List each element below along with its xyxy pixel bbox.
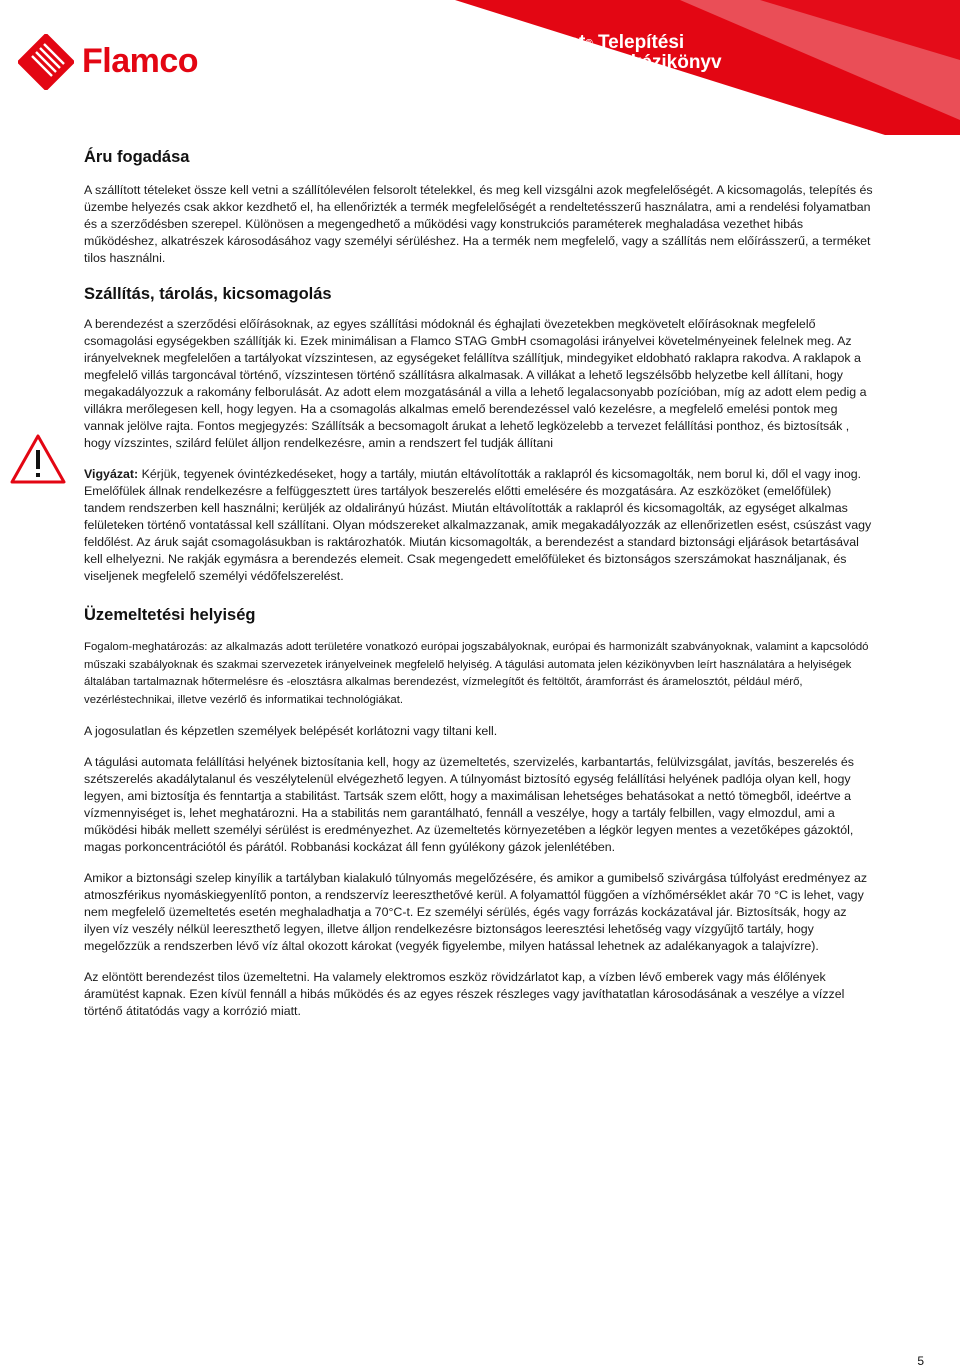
- heading-transport: Szállítás, tárolás, kicsomagolás: [84, 285, 332, 303]
- page-number: 5: [917, 1354, 924, 1368]
- warning-label: Vigyázat:: [84, 467, 139, 481]
- warning-triangle-icon: [10, 434, 66, 484]
- title-product: Flamcomat: [485, 32, 586, 53]
- warning-paragraph: [84, 466, 874, 585]
- paragraph-flooding: Az elöntött berendezést tilos üzemeltetni. Ha valamely elektromos eszköz rövidzárlatot kap, a vízben lévő emberek vagy más élőlények áramütést kapnak. Ezen kívül fennáll a hibás működés és az egyes részek részleges vagy javíthatatlan károsodásának a veszélye a vízzel történő átitatódás vagy a korrózió miatt.: [84, 970, 845, 1018]
- warning-text: Kérjük, tegyenek óvintézkedéseket, hogy a tartály, miután eltávolították a raklapról és kicsomagolták, nem borul ki, dől el vagy inog. Emelőfülek állnak rendelkezésre a felfüggesztett üres tartályok beszerelés előtti emelésére és mozgatására. Az eszközöket (emelőfülek) tandem rendszerben kell használni; kerüljék az oldalirányú húzást. Miután eltávolították a raklapról és kicsomagolták, az egységet alkalmas felületeken történő vontatással kell szállítani. Olyan módszereket alkalmazzanak, amik megakadályozzák az ellenőrizetlen esést, csúszást vagy feldőlést. Az áruk saját csomagolásukban is raktározhatók. Miután kicsomagolták, a berendezést a standard biztonsági eljárások betartásával kell elhelyezni. Ne rakják egymásra a berendezés elemeit. Csak megengedett emelőfüleket és biztonságos szerszámokat használjanak, és viseljenek megfelelő személyi védőfelszerelést.: [84, 467, 872, 583]
- paragraph-definition: Fogalom-meghatározás: az alkalmazás adott területére vonatkozó európai jogszabályoknak, európai és harmonizált szabványoknak, valamint a kapcsolódó műszaki szabályoknak és szakmai szervezetek irányelveinek megfelelő helyiség. A tágulási automata jelen kézikönyvben leírt használatára a helyiségek általában tartalmaznak hőtermelésre és -elosztásra alkalmas berendezést, vízmelegítőt és feltöltőt, áramforrást és áramelosztót, például mérő, vezérléstechnikai, illetve vezérlő és informatikai technológiákat.: [84, 641, 869, 706]
- page-header: [0, 0, 960, 135]
- page-content: [84, 148, 874, 1020]
- paragraph-receipt: A szállított tételeket össze kell vetni a szállítólevélen felsorolt tételekkel, és meg kell vizsgálni azok megfelelőségét. A kicsomagolás, telepítés és üzembe helyezés csak akkor kezdhető el, ha ellenőrizték a termék megfelelőségét a rendeltetésszerű használatra, ami a rendelési folyamatban és a szerződésben szerepel. Különösen a megengedhető a működési vagy konstrukciós paraméterek meghaladása vezethet hibás működéshez, alkatrészek károsodásához vagy személyi sérüléshez. Ha a termék nem megfelelő, vagy a szállítás nem előírásszerű, a terméket tilos használni.: [84, 183, 873, 265]
- paragraph-access: A jogosulatlan és képzetlen személyek belépését korlátozni vagy tiltani kell.: [84, 724, 498, 738]
- paragraph-safety-valve: Amikor a biztonsági szelep kinyílik a tartályban kialakuló túlnyomás megelőzésére, és amikor a gumibelső szivárgása túlfolyást eredményez az atmoszférikus nyomáskiegyenlítő ponton, a rendszervíz leereszthetővé kerül. A folyamattól függően a vízhőmérséklet akár 70 °C is lehet, vagy nem megfelelő üzemeltetés esetén meghaladhatja a 70°C-t. Ez személyi sérülés, égés vagy forrázás kockázatával jár. Biztosítsák, hogy az ilyen víz veszély nélkül leereszthető legyen, illetve álljon rendelkezésre biztonságos leeresztési lehetőség vagy vízgyűjtő tartály, hogy megelőzzük a rendszerben lévő víz által okozott károkat (vegyék figyelembe, milyen hatással lehetnek az adalékanyagok a talajvízre).: [84, 871, 868, 953]
- paragraph-site: A tágulási automata felállítási helyének biztosítania kell, hogy az üzemeltetés, szervizelés, karbantartás, felülvizsgálat, javítás, beszerelés és szétszerelés akadálytalanul és veszélytelenül elvégezhető legyen. A túlnyomást biztosító egység felállítási helyének padlója olyan kell, hogy legyen, ami biztosítja és fenntartja a stabilitást. Tartsák szem előtt, hogy a maximálisan lehetséges behatásokat a nettó tömegből, ideértve a vízmennyiséget is, lehet meghatározni. Ha a stabilitás nem garantálható, fennáll a veszélye, hogy a tartály felbillen, vagy elmozdul, ami a működési hibák mellett személyi sérülést is eredményezhet. Az üzemeltetés környezetében a légkör legyen mentes a vezetőképes gázoktól, magas porkoncentrációtól és párától. Robbanási kockázat áll fenn gyúlékony gázok jelenlétében.: [84, 755, 854, 854]
- brand-name: Flamco: [82, 42, 199, 80]
- heading-operation: Üzemeltetési helyiség: [84, 606, 256, 624]
- document-title: [485, 33, 905, 73]
- heading-receipt: Áru fogadása: [84, 148, 190, 166]
- title-subtitle: és üzemeltetési kézikönyv: [485, 52, 722, 73]
- title-rest: Telepítési: [592, 32, 685, 53]
- registered-mark: ®: [585, 38, 593, 49]
- paragraph-transport: A berendezést a szerződési előírásoknak, az egyes szállítási módoknál és éghajlati övezetekben megkövetelt előírásoknak megfelelő csomagolási egységekben szállítják ki. Ezek minimálisan a Flamco STAG GmbH csomagolási irányelvei követelményeinek felelnek meg. Az irányelveknek megfelelően a tartályokat vízszintesen, az egységeket felállítva szállítjuk, mindegyiket eldobható raklapra rakodva. A raklapok a megfelelő villás targoncával történő, vízszintesen történő szállításra alkalmasak. A villákat a lehető legszélsőbb helyzetbe kell állítani, hogy megakadályozzuk a rakomány felborulását. Az adott elem mozgatásánál a villa a lehető legalacsonyabb pozícióban, míg az adott elem pedig a villákra merőlegesen kell, hogy legyen. Ha a csomagolás alkalmas emelő berendezéssel való kezelésre, a megfelelő emelési pontok meg vannak jelölve rajta. Fontos megjegyzés: Szállítsák a becsomagolt árukat a lehető legközelebb a tervezet felállítási ponthoz, és biztosítsák , hogy vízszintes, szilárd felület álljon rendelkezésre, amin a rendszert fel tudják állítani: [84, 317, 867, 450]
